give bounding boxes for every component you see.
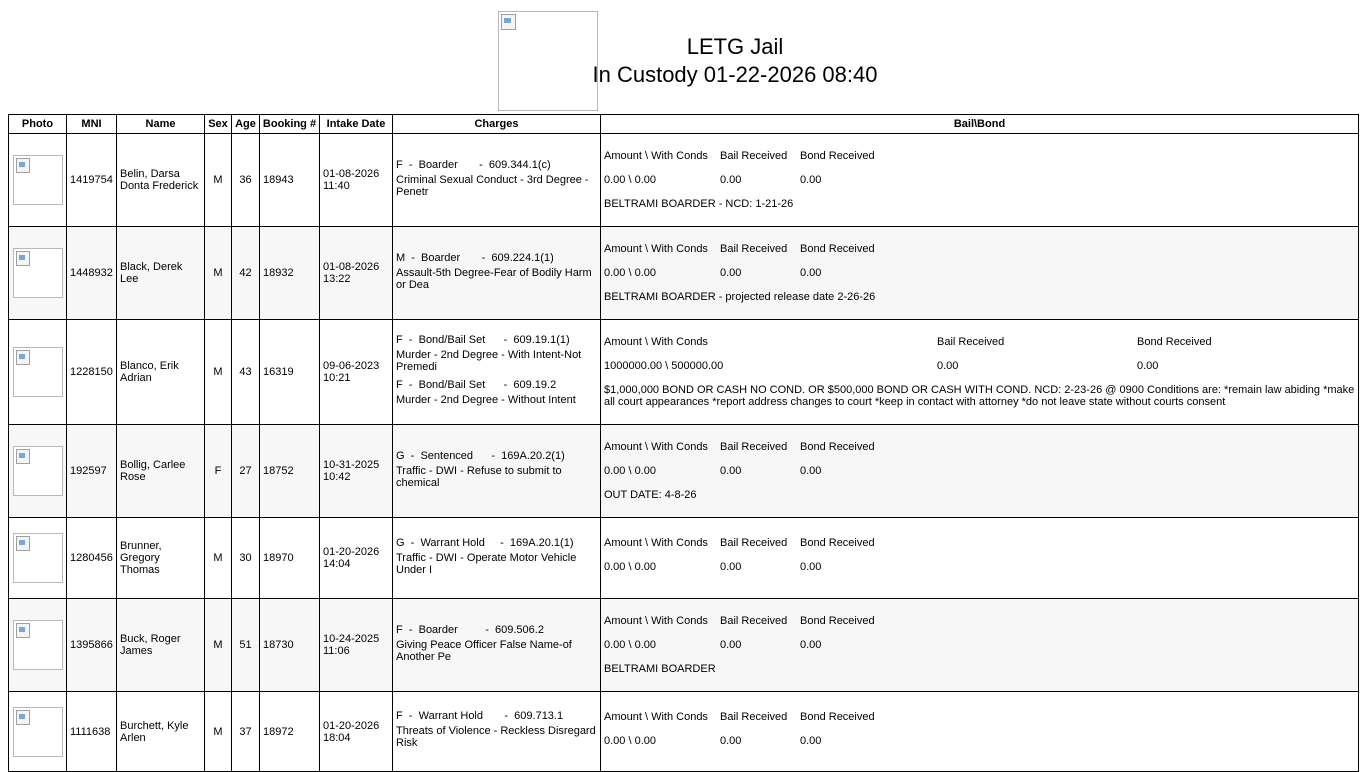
- intake-time: 10:42: [323, 471, 351, 483]
- table-row: [9, 518, 1359, 599]
- intake-cell: [320, 134, 393, 227]
- name-cell: Burchett, Kyle Arlen: [117, 692, 205, 772]
- intake-cell: [320, 692, 393, 772]
- column-header-photo: Photo: [9, 115, 67, 134]
- bail-bond-cell: [601, 320, 1359, 425]
- column-header-age: Age: [232, 115, 260, 134]
- photo-cell: [9, 227, 67, 320]
- charges-cell: [393, 134, 601, 227]
- charge-line: F - Boarder - 609.506.2: [396, 623, 544, 636]
- intake-date: 01-08-2026: [323, 168, 380, 180]
- charges-cell: [393, 599, 601, 692]
- charge-line: F - Bond/Bail Set - 609.19.2: [396, 379, 557, 391]
- booking-cell: 18972: [260, 692, 320, 772]
- amount-label: Amount \ With Conds: [604, 615, 708, 627]
- table-row: [9, 320, 1359, 425]
- name-cell: Bollig, Carlee Rose: [117, 425, 205, 518]
- inmate-photo[interactable]: [13, 533, 63, 583]
- photo-cell: [9, 320, 67, 425]
- intake-cell: [320, 599, 393, 692]
- bond-received-label: Bond Received: [800, 537, 875, 549]
- charge-description: Assault-5th Degree-Fear of Bodily Harm or Dea: [396, 266, 592, 291]
- age-cell: 27: [232, 425, 260, 518]
- amount-label: Amount \ With Conds: [604, 441, 708, 453]
- inmate-photo[interactable]: [13, 707, 63, 757]
- charge-line: G - Sentenced - 169A.20.2(1): [396, 449, 565, 462]
- inmate-roster-table: [8, 114, 1359, 772]
- name-cell: Belin, Darsa Donta Frederick: [117, 134, 205, 227]
- sex-cell: M: [205, 320, 232, 425]
- intake-date: 10-31-2025: [323, 459, 380, 471]
- charge-line: G - Warrant Hold - 169A.20.1(1): [396, 536, 574, 549]
- bond-received-label: Bond Received: [800, 615, 875, 627]
- bond-received-label: Bond Received: [800, 710, 875, 723]
- mni-cell: 1111638: [67, 692, 117, 772]
- sex-cell: M: [205, 599, 232, 692]
- column-header-charges: Charges: [393, 115, 601, 134]
- bail-note: BELTRAMI BOARDER - NCD: 1-21-26: [604, 198, 794, 210]
- bond-received-label: Bond Received: [800, 441, 875, 453]
- amount-label: Amount \ With Conds: [604, 710, 708, 723]
- charge-line: F - Warrant Hold - 609.713.1: [396, 710, 564, 722]
- bond-received-value: 0.00: [800, 174, 822, 186]
- amount-label: Amount \ With Conds: [604, 243, 708, 255]
- bond-received-value: 0.00: [800, 465, 822, 477]
- charge-line: F - Bond/Bail Set - 609.19.1(1): [396, 334, 570, 346]
- bail-received-value: 0.00: [720, 465, 742, 477]
- column-header-booking: Booking #: [260, 115, 320, 134]
- bail-received-value: 0.00: [720, 734, 742, 747]
- bond-received-value: 0.00: [800, 267, 822, 279]
- intake-date: 01-20-2026: [323, 719, 380, 732]
- inmate-photo[interactable]: [13, 347, 63, 397]
- photo-cell: [9, 692, 67, 772]
- report-title: LETG Jail: [686, 34, 784, 59]
- name-cell: Brunner, Gregory Thomas: [117, 518, 205, 599]
- intake-time: 11:40: [323, 180, 350, 192]
- intake-time: 18:04: [323, 731, 351, 744]
- broken-image-icon: [501, 14, 516, 30]
- intake-time: 11:06: [323, 645, 350, 657]
- bail-received-label: Bail Received: [720, 537, 788, 549]
- charges-cell: [393, 692, 601, 772]
- charge-description: Traffic - DWI - Operate Motor Vehicle Under I: [396, 551, 577, 576]
- bail-note: OUT DATE: 4-8-26: [604, 489, 697, 501]
- bail-bond-cell: [601, 134, 1359, 227]
- bail-received-label: Bail Received: [720, 243, 788, 255]
- column-header-mni: MNI: [67, 115, 117, 134]
- charge-line: F - Boarder - 609.344.1(c): [396, 158, 551, 171]
- bail-bond-cell: [601, 227, 1359, 320]
- column-header-sex: Sex: [205, 115, 232, 134]
- bail-bond-cell: [601, 425, 1359, 518]
- table-row: [9, 425, 1359, 518]
- name-cell: Blanco, Erik Adrian: [117, 320, 205, 425]
- intake-date: 10-24-2025: [323, 633, 380, 645]
- charges-cell: [393, 518, 601, 599]
- amount-value: 0.00 \ 0.00: [604, 639, 656, 651]
- photo-cell: [9, 518, 67, 599]
- sex-cell: M: [205, 692, 232, 772]
- intake-date: 01-08-2026: [323, 261, 380, 273]
- mni-cell: 1419754: [67, 134, 117, 227]
- charges-cell: [393, 227, 601, 320]
- age-cell: 42: [232, 227, 260, 320]
- mni-cell: 1228150: [67, 320, 117, 425]
- bond-received-value: 0.00: [800, 734, 822, 747]
- booking-cell: 16319: [260, 320, 320, 425]
- charge-description: Murder - 2nd Degree - Without Intent: [396, 394, 576, 406]
- table-row: [9, 227, 1359, 320]
- charge-description: Traffic - DWI - Refuse to submit to chemical: [396, 464, 562, 489]
- name-cell: Buck, Roger James: [117, 599, 205, 692]
- photo-cell: [9, 134, 67, 227]
- bail-received-value: 0.00: [720, 639, 742, 651]
- intake-time: 14:04: [323, 558, 351, 570]
- sex-cell: F: [205, 425, 232, 518]
- charge-description: Criminal Sexual Conduct - 3rd Degree - Penetr: [396, 173, 589, 198]
- column-header-name: Name: [117, 115, 205, 134]
- bond-received-value: 0.00: [800, 561, 822, 573]
- broken-image-icon: [16, 350, 30, 365]
- bail-received-label: Bail Received: [720, 441, 788, 453]
- intake-date: 09-06-2023: [323, 360, 380, 372]
- booking-cell: 18970: [260, 518, 320, 599]
- amount-value: 0.00 \ 0.00: [604, 734, 656, 747]
- amount-label: Amount \ With Conds: [604, 336, 708, 348]
- amount-label: Amount \ With Conds: [604, 537, 708, 549]
- amount-value: 0.00 \ 0.00: [604, 465, 656, 477]
- inmate-photo[interactable]: [13, 446, 63, 496]
- age-cell: 36: [232, 134, 260, 227]
- booking-cell: 18752: [260, 425, 320, 518]
- inmate-photo[interactable]: [13, 620, 63, 670]
- broken-image-icon: [16, 623, 30, 638]
- age-cell: 30: [232, 518, 260, 599]
- photo-cell: [9, 599, 67, 692]
- mni-cell: 192597: [67, 425, 117, 518]
- sex-cell: M: [205, 134, 232, 227]
- bond-received-label: Bond Received: [800, 150, 875, 162]
- charge-line: M - Boarder - 609.224.1(1): [396, 251, 554, 264]
- sex-cell: M: [205, 518, 232, 599]
- bond-received-label: Bond Received: [1137, 336, 1212, 348]
- mni-cell: 1280456: [67, 518, 117, 599]
- mni-cell: 1448932: [67, 227, 117, 320]
- bail-received-label: Bail Received: [720, 710, 788, 723]
- photo-cell: [9, 425, 67, 518]
- intake-time: 10:21: [323, 372, 351, 384]
- bail-received-value: 0.00: [937, 360, 959, 372]
- charge-description: Murder - 2nd Degree - With Intent-Not Premedi: [396, 349, 582, 373]
- sex-cell: M: [205, 227, 232, 320]
- inmate-photo[interactable]: [13, 155, 63, 205]
- mni-cell: 1395866: [67, 599, 117, 692]
- column-header-bail-bond: Bail\Bond: [601, 115, 1359, 134]
- amount-label: Amount \ With Conds: [604, 150, 708, 162]
- intake-cell: [320, 320, 393, 425]
- charge-description: Giving Peace Officer False Name-of Another Pe: [396, 638, 572, 663]
- table-row: [9, 134, 1359, 227]
- charge-description: Threats of Violence - Reckless Disregard Risk: [396, 725, 596, 749]
- bail-bond-cell: [601, 599, 1359, 692]
- broken-image-icon: [16, 536, 30, 551]
- booking-cell: 18932: [260, 227, 320, 320]
- age-cell: 51: [232, 599, 260, 692]
- bail-received-value: 0.00: [720, 267, 742, 279]
- charges-cell: [393, 320, 601, 425]
- inmate-photo[interactable]: [13, 248, 63, 298]
- amount-value: 0.00 \ 0.00: [604, 561, 656, 573]
- intake-date: 01-20-2026: [323, 546, 380, 558]
- report-header: [0, 0, 1366, 114]
- age-cell: 43: [232, 320, 260, 425]
- name-cell: Black, Derek Lee: [117, 227, 205, 320]
- bond-received-value: 0.00: [800, 639, 822, 651]
- bail-received-value: 0.00: [720, 174, 742, 186]
- report-subtitle: In Custody 01-22-2026 08:40: [592, 62, 878, 87]
- charges-cell: [393, 425, 601, 518]
- amount-value: 0.00 \ 0.00: [604, 174, 656, 186]
- bond-received-value: 0.00: [1137, 360, 1159, 372]
- age-cell: 37: [232, 692, 260, 772]
- broken-image-icon: [16, 710, 30, 725]
- broken-image-icon: [16, 251, 30, 266]
- broken-image-icon: [16, 449, 30, 464]
- intake-cell: [320, 425, 393, 518]
- bail-received-label: Bail Received: [937, 336, 1005, 348]
- intake-cell: [320, 227, 393, 320]
- bail-note: BELTRAMI BOARDER - projected release date 2-26-26: [604, 291, 876, 303]
- booking-cell: 18730: [260, 599, 320, 692]
- intake-cell: [320, 518, 393, 599]
- bail-received-label: Bail Received: [720, 615, 788, 627]
- column-header-intake-date: Intake Date: [320, 115, 393, 134]
- table-row: [9, 599, 1359, 692]
- table-header-row: [9, 115, 1359, 134]
- amount-value: 0.00 \ 0.00: [604, 267, 656, 279]
- table-row: [9, 692, 1359, 772]
- bail-bond-cell: [601, 518, 1359, 599]
- bail-note: $1,000,000 BOND OR CASH NO COND. OR $500,000 BOND OR CASH WITH COND. NCD: 2-23-26 @ 0900 Conditions are: *remain law abiding *make all court appearances *report address changes to court *keep in contact with attorney *do not leave state without courts consent: [604, 384, 1355, 408]
- amount-value: 1000000.00 \ 500000.00: [604, 360, 724, 372]
- bond-received-label: Bond Received: [800, 243, 875, 255]
- intake-time: 13:22: [323, 273, 351, 285]
- bail-received-value: 0.00: [720, 561, 742, 573]
- agency-logo-image: [498, 11, 598, 111]
- broken-image-icon: [16, 158, 30, 173]
- booking-cell: 18943: [260, 134, 320, 227]
- bail-note: BELTRAMI BOARDER: [604, 663, 716, 675]
- bail-bond-cell: [601, 692, 1359, 772]
- bail-received-label: Bail Received: [720, 150, 788, 162]
